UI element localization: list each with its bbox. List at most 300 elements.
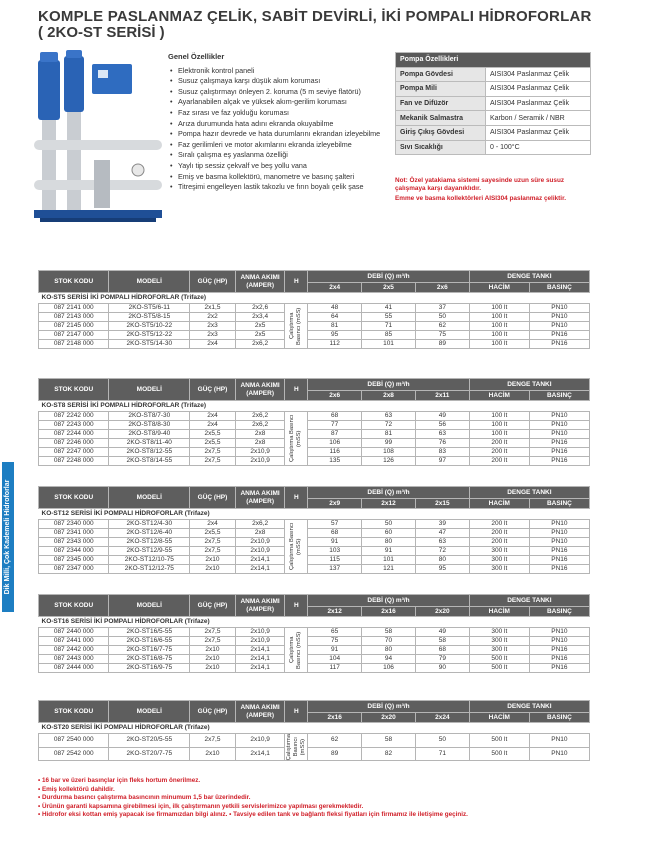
cell: 63 [362,412,416,421]
cell: 2x14,1 [235,747,285,761]
cell: 087 2145 000 [39,322,109,331]
pump-notes [395,177,595,203]
col-denge: DENGE TANKI [469,595,589,607]
cell: 2x5,5 [190,439,236,448]
prop-value: AISI304 Paslanmaz Çelik [486,67,591,82]
cell: 101 [362,556,416,565]
cell: 2KO-ST16/8-75 [109,655,190,664]
cell: 2x6,2 [235,421,285,430]
table-row [39,430,590,439]
cell: 106 [362,664,416,673]
table-row [39,538,590,547]
cell: 106 [308,439,362,448]
prop-key: Pompa Mili [396,82,486,97]
cell: 087 2243 000 [39,421,109,430]
cell: 50 [415,313,469,322]
cell: 100 lt [469,304,529,313]
cell: PN16 [529,331,589,340]
col-debi: DEBİ (Q) m³/h [308,271,470,283]
col-guc: GÜÇ (HP) [190,487,236,509]
col-model: MODELİ [109,595,190,617]
col-flow: 2x6 [415,283,469,293]
col-denge: DENGE TANKI [469,271,589,283]
col-flow: 2x12 [362,499,416,509]
col-flow: 2x20 [415,607,469,617]
pressure-label: Çalıştırma Basıncı (mSS) [285,734,306,761]
col-basinc: BASINÇ [529,283,589,293]
cell: 087 2345 000 [39,556,109,565]
cell: 2x5,5 [190,430,236,439]
cell: 2x10 [190,747,236,761]
col-flow: 2x15 [415,499,469,509]
cell: 2KO-ST16/6-55 [109,637,190,646]
col-flow: 2x8 [362,391,416,401]
cell: PN16 [529,646,589,655]
cell: PN16 [529,439,589,448]
col-flow: 2x16 [308,713,362,723]
cell: PN10 [529,412,589,421]
cell: 2x3,4 [235,313,285,322]
cell: 2x6,2 [235,520,285,529]
cell: PN16 [529,340,589,349]
cell: 100 lt [469,331,529,340]
cell: 300 lt [469,547,529,556]
table-row [39,565,590,574]
cell: 2x10,9 [235,637,285,646]
cell: 500 lt [469,734,529,748]
cell: 2x10 [190,556,236,565]
cell: 087 2248 000 [39,457,109,466]
col-basinc: BASINÇ [529,713,589,723]
cell: PN10 [529,529,589,538]
pump-properties-heading: Pompa Özellikleri [396,53,591,68]
cell: 2KO-ST5/14-30 [109,340,190,349]
cell: 087 2444 000 [39,664,109,673]
table-row [39,655,590,664]
cell: 2x10 [190,664,236,673]
prop-key: Pompa Gövdesi [396,67,486,82]
cell: 2x10,9 [235,734,285,748]
footnotes [38,777,598,820]
cell: 2x4 [190,340,236,349]
cell: 087 2147 000 [39,331,109,340]
table-row [39,412,590,421]
cell: 71 [362,322,416,331]
cell: 2x8 [235,439,285,448]
cell: PN10 [529,421,589,430]
cell: 2x10,9 [235,457,285,466]
col-denge: DENGE TANKI [469,701,589,713]
cell: 100 lt [469,313,529,322]
table-row [39,322,590,331]
prop-value: Karbon / Seramik / NBR [486,111,591,126]
cell: 2x5 [235,322,285,331]
footnote: • Durdurma basıncı çalıştırma basıncının minumum 1,5 bar üzerindedir. [38,794,251,801]
cell: 2x3 [190,322,236,331]
general-features [168,52,390,193]
series-title: KO-ST12 SERİSİ İKİ POMPALI HİDROFORLAR (Trifaze) [39,509,590,520]
cell: 2x14,1 [235,664,285,673]
cell: 83 [415,448,469,457]
cell: 2KO-ST5/8-15 [109,313,190,322]
col-flow: 2x9 [308,499,362,509]
cell: 2KO-ST12/9-55 [109,547,190,556]
footnote: • Ürünün garanti kapsamına girebilmesi için, ilk çalıştırmanın yetkili servislerimizce yapılması gerekmektedir. [38,802,364,810]
table-row [39,547,590,556]
feature-item: • Faz sırası ve faz yokluğu koruması [168,108,390,119]
cell: 2x8 [235,529,285,538]
cell: 300 lt [469,628,529,637]
cell: 2x4 [190,421,236,430]
table-row [39,529,590,538]
cell: 2x14,1 [235,646,285,655]
col-guc: GÜÇ (HP) [190,595,236,617]
table-row [39,457,590,466]
cell: 80 [362,538,416,547]
cell: 2x7,5 [190,628,236,637]
cell: 63 [415,538,469,547]
cell: 2x8 [235,430,285,439]
feature-item: • Susuz çalıştırmayı önleyen 2. koruma (5 m seviye flatörü) [168,87,390,98]
series-title: KO-ST16 SERİSİ İKİ POMPALI HİDROFORLAR (Trifaze) [39,617,590,628]
table-row [39,439,590,448]
feature-item: • Sıralı çalışma eş yaslanma özelliği [168,150,390,161]
cell: 39 [415,520,469,529]
col-basinc: BASINÇ [529,607,589,617]
table-row [39,448,590,457]
cell: 76 [415,439,469,448]
cell: 68 [308,529,362,538]
cell: 89 [415,340,469,349]
cell: 300 lt [469,565,529,574]
cell: 087 2540 000 [39,734,109,748]
col-stok: STOK KODU [39,595,109,617]
cell: 37 [415,304,469,313]
col-flow: 2x6 [308,391,362,401]
col-hacim: HACİM [469,607,529,617]
table-row [39,304,590,313]
cell: 70 [362,637,416,646]
cell: 100 lt [469,322,529,331]
cell: 2KO-ST12/12-75 [109,565,190,574]
cell: 2x10,9 [235,547,285,556]
cell: 500 lt [469,655,529,664]
cell: 80 [415,556,469,565]
col-debi: DEBİ (Q) m³/h [308,379,470,391]
cell: 121 [362,565,416,574]
col-h: H [285,487,308,509]
table-row [39,520,590,529]
feature-item: • Susuz çalışmaya karşı düşük akım koruması [168,76,390,87]
cell: 68 [415,646,469,655]
col-model: MODELİ [109,379,190,401]
cell: 137 [308,565,362,574]
pressure-label: Çalıştırma Basıncı (mSS) [285,520,308,574]
cell: 62 [415,322,469,331]
cell: PN16 [529,448,589,457]
cell: PN10 [529,747,589,761]
col-stok: STOK KODU [39,271,109,293]
cell: 77 [308,421,362,430]
cell: 91 [308,538,362,547]
col-hacim: HACİM [469,391,529,401]
cell: PN16 [529,457,589,466]
footnote: • Emiş kollektörü dahildir. [38,785,115,793]
cell: 087 2247 000 [39,448,109,457]
cell: 2x6,2 [235,340,285,349]
cell: 90 [415,664,469,673]
cell: 300 lt [469,646,529,655]
prop-value: AISI304 Paslanmaz Çelik [486,82,591,97]
cell: 112 [308,340,362,349]
cell: PN16 [529,556,589,565]
cell: 2x5 [235,331,285,340]
col-stok: STOK KODU [39,701,109,723]
footnote: • Hidrofor eksi kottan emiş yapacak ise firmamızdan bilgi alınız. • Tavsiye edilen tank ve bağlantı fleksi fiyatları için firmamız ile iletişime geçiniz. [38,811,468,818]
cell: 81 [308,322,362,331]
col-flow: 2x11 [415,391,469,401]
side-category-tab [2,462,14,612]
cell: PN10 [529,430,589,439]
cell: 2KO-ST12/4-30 [109,520,190,529]
col-flow: 2x20 [362,713,416,723]
cell: PN10 [529,520,589,529]
cell: 71 [415,747,469,761]
cell: 101 [362,340,416,349]
cell: PN16 [529,565,589,574]
cell: 2x10 [190,565,236,574]
cell: 200 lt [469,439,529,448]
table-row [39,637,590,646]
product-photo [34,50,162,250]
col-model: MODELİ [109,271,190,293]
col-denge: DENGE TANKI [469,379,589,391]
series-table [38,486,590,574]
footnote: • 16 bar ve üzeri basınçlar için fleks hortum önerilmez. [38,777,201,784]
col-debi: DEBİ (Q) m³/h [308,487,470,499]
prop-value: 0 - 100°C [486,140,591,155]
series-table [38,594,590,673]
cell: 087 2443 000 [39,655,109,664]
cell: 81 [362,430,416,439]
table-row [39,734,590,748]
cell: 087 2341 000 [39,529,109,538]
cell: 68 [308,412,362,421]
cell: 85 [362,331,416,340]
note-line: Emme ve basma kollektörleri AISI304 paslanmaz çeliktir. [395,195,566,202]
series-table [38,378,590,466]
cell: 2x2 [190,313,236,322]
cell: 200 lt [469,529,529,538]
cell: 2KO-ST16/5-55 [109,628,190,637]
cell: PN16 [529,664,589,673]
cell: 200 lt [469,448,529,457]
col-denge: DENGE TANKI [469,487,589,499]
col-h: H [285,271,308,293]
cell: PN10 [529,304,589,313]
col-model: MODELİ [109,701,190,723]
cell: 087 2440 000 [39,628,109,637]
cell: 200 lt [469,457,529,466]
cell: PN10 [529,322,589,331]
cell: PN16 [529,655,589,664]
series-table [38,270,590,349]
cell: 087 2340 000 [39,520,109,529]
cell: 2KO-ST8/14-55 [109,457,190,466]
cell: 56 [415,421,469,430]
table-row [39,331,590,340]
table-row [39,556,590,565]
page-title: KOMPLE PASLANMAZ ÇELİK, SABİT DEVİRLİ, İKİ POMPALI HİDROFORLAR [38,8,592,25]
cell: 135 [308,457,362,466]
cell: 2x3 [190,331,236,340]
table-row [39,646,590,655]
table-row [39,747,590,761]
cell: 47 [415,529,469,538]
table-row [39,664,590,673]
col-h: H [285,379,308,401]
cell: 100 lt [469,430,529,439]
cell: 116 [308,448,362,457]
cell: 087 2244 000 [39,430,109,439]
cell: 63 [415,430,469,439]
cell: 80 [362,646,416,655]
table-row [39,313,590,322]
cell: 103 [308,547,362,556]
cell: 95 [415,565,469,574]
cell: 115 [308,556,362,565]
prop-key: Sıvı Sıcaklığı [396,140,486,155]
series-title: KO-ST5 SERİSİ İKİ POMPALI HİDROFORLAR (Trifaze) [39,293,590,304]
cell: 89 [308,747,362,761]
feature-item: • Emiş ve basma kollektörü, manometre ve basınç şalteri [168,172,390,183]
col-flow: 2x16 [362,607,416,617]
cell: PN10 [529,538,589,547]
cell: 2KO-ST8/9-40 [109,430,190,439]
cell: 50 [362,520,416,529]
cell: 87 [308,430,362,439]
prop-key: Giriş Çıkış Gövdesi [396,125,486,140]
col-flow: 2x4 [308,283,362,293]
cell: 2x7,5 [190,457,236,466]
cell: 2x7,5 [190,538,236,547]
cell: 2x6,2 [235,412,285,421]
feature-item: • Titreşimi engelleyen lastik takozlu ve fırın boyalı çelik şase [168,182,390,193]
cell: 57 [308,520,362,529]
cell: 58 [362,628,416,637]
cell: 2x7,5 [190,637,236,646]
cell: 60 [362,529,416,538]
feature-item: • Pompa hazır devrede ve hata durumlarını ekrandan izleyebilme [168,129,390,140]
cell: 2x7,5 [190,448,236,457]
cell: 2KO-ST16/7-75 [109,646,190,655]
series-table [38,700,590,761]
col-basinc: BASINÇ [529,391,589,401]
cell: 49 [415,628,469,637]
cell: 2KO-ST20/5-55 [109,734,190,748]
pressure-label: Çalıştırma Basıncı (mSS) [285,412,308,466]
cell: 2x2,6 [235,304,285,313]
cell: 58 [362,734,416,748]
cell: 72 [415,547,469,556]
col-anma: ANMA AKIMI (AMPER) [235,487,285,509]
prop-key: Mekanik Salmastra [396,111,486,126]
cell: PN10 [529,637,589,646]
cell: 087 2343 000 [39,538,109,547]
cell: 91 [362,547,416,556]
cell: 2KO-ST8/7-30 [109,412,190,421]
cell: 500 lt [469,664,529,673]
cell: 100 lt [469,421,529,430]
col-guc: GÜÇ (HP) [190,379,236,401]
cell: 087 2246 000 [39,439,109,448]
col-anma: ANMA AKIMI (AMPER) [235,271,285,293]
cell: 97 [415,457,469,466]
feature-item: • Elektronik kontrol paneli [168,66,390,77]
pressure-label: Çalıştırma Basıncı (mSS) [285,628,308,673]
series-title: KO-ST8 SERİSİ İKİ POMPALI HİDROFORLAR (Trifaze) [39,401,590,412]
features-list [168,66,390,193]
col-hacim: HACİM [469,499,529,509]
col-model: MODELİ [109,487,190,509]
cell: 41 [362,304,416,313]
page-subtitle: ( 2KO-ST SERİSİ ) [38,24,165,41]
series-title: KO-ST20 SERİSİ İKİ POMPALI HİDROFORLAR (Trifaze) [39,723,590,734]
col-anma: ANMA AKIMI (AMPER) [235,701,285,723]
cell: 087 2148 000 [39,340,109,349]
cell: 2KO-ST12/8-55 [109,538,190,547]
cell: 55 [362,313,416,322]
prop-value: AISI304 Paslanmaz Çelik [486,125,591,140]
cell: 72 [362,421,416,430]
cell: 2x10,9 [235,538,285,547]
note-line: Not: Özel yatakiama sistemi sayesinde uzun süre susuz çalışmaya karşı dayanıklıdır. [395,177,565,192]
cell: 2KO-ST8/12-55 [109,448,190,457]
cell: 49 [415,412,469,421]
col-basinc: BASINÇ [529,499,589,509]
cell: 126 [362,457,416,466]
feature-item: • Yaylı tip sessiz çekvalf ve beş yollu vana [168,161,390,172]
col-flow: 2x12 [308,607,362,617]
cell: 200 lt [469,520,529,529]
cell: 2KO-ST8/11-40 [109,439,190,448]
cell: 64 [308,313,362,322]
cell: 104 [308,655,362,664]
cell: 087 2347 000 [39,565,109,574]
table-row [39,421,590,430]
cell: 2x5,5 [190,529,236,538]
cell: 82 [362,747,416,761]
cell: 2x14,1 [235,655,285,664]
cell: 2x7,5 [190,734,236,748]
cell: 2x10 [190,646,236,655]
cell: 50 [415,734,469,748]
cell: 2x4 [190,412,236,421]
table-row [39,628,590,637]
col-guc: GÜÇ (HP) [190,271,236,293]
cell: PN10 [529,628,589,637]
table-row [39,340,590,349]
cell: 300 lt [469,637,529,646]
cell: 2KO-ST5/6-11 [109,304,190,313]
cell: 087 2143 000 [39,313,109,322]
cell: 2x10,9 [235,628,285,637]
col-anma: ANMA AKIMI (AMPER) [235,379,285,401]
side-tab-label: Dik Milli, Çok Kademeli Hidroforlar [4,479,11,595]
cell: 087 2542 000 [39,747,109,761]
prop-value: AISI304 Paslanmaz Çelik [486,96,591,111]
col-h: H [285,595,308,617]
